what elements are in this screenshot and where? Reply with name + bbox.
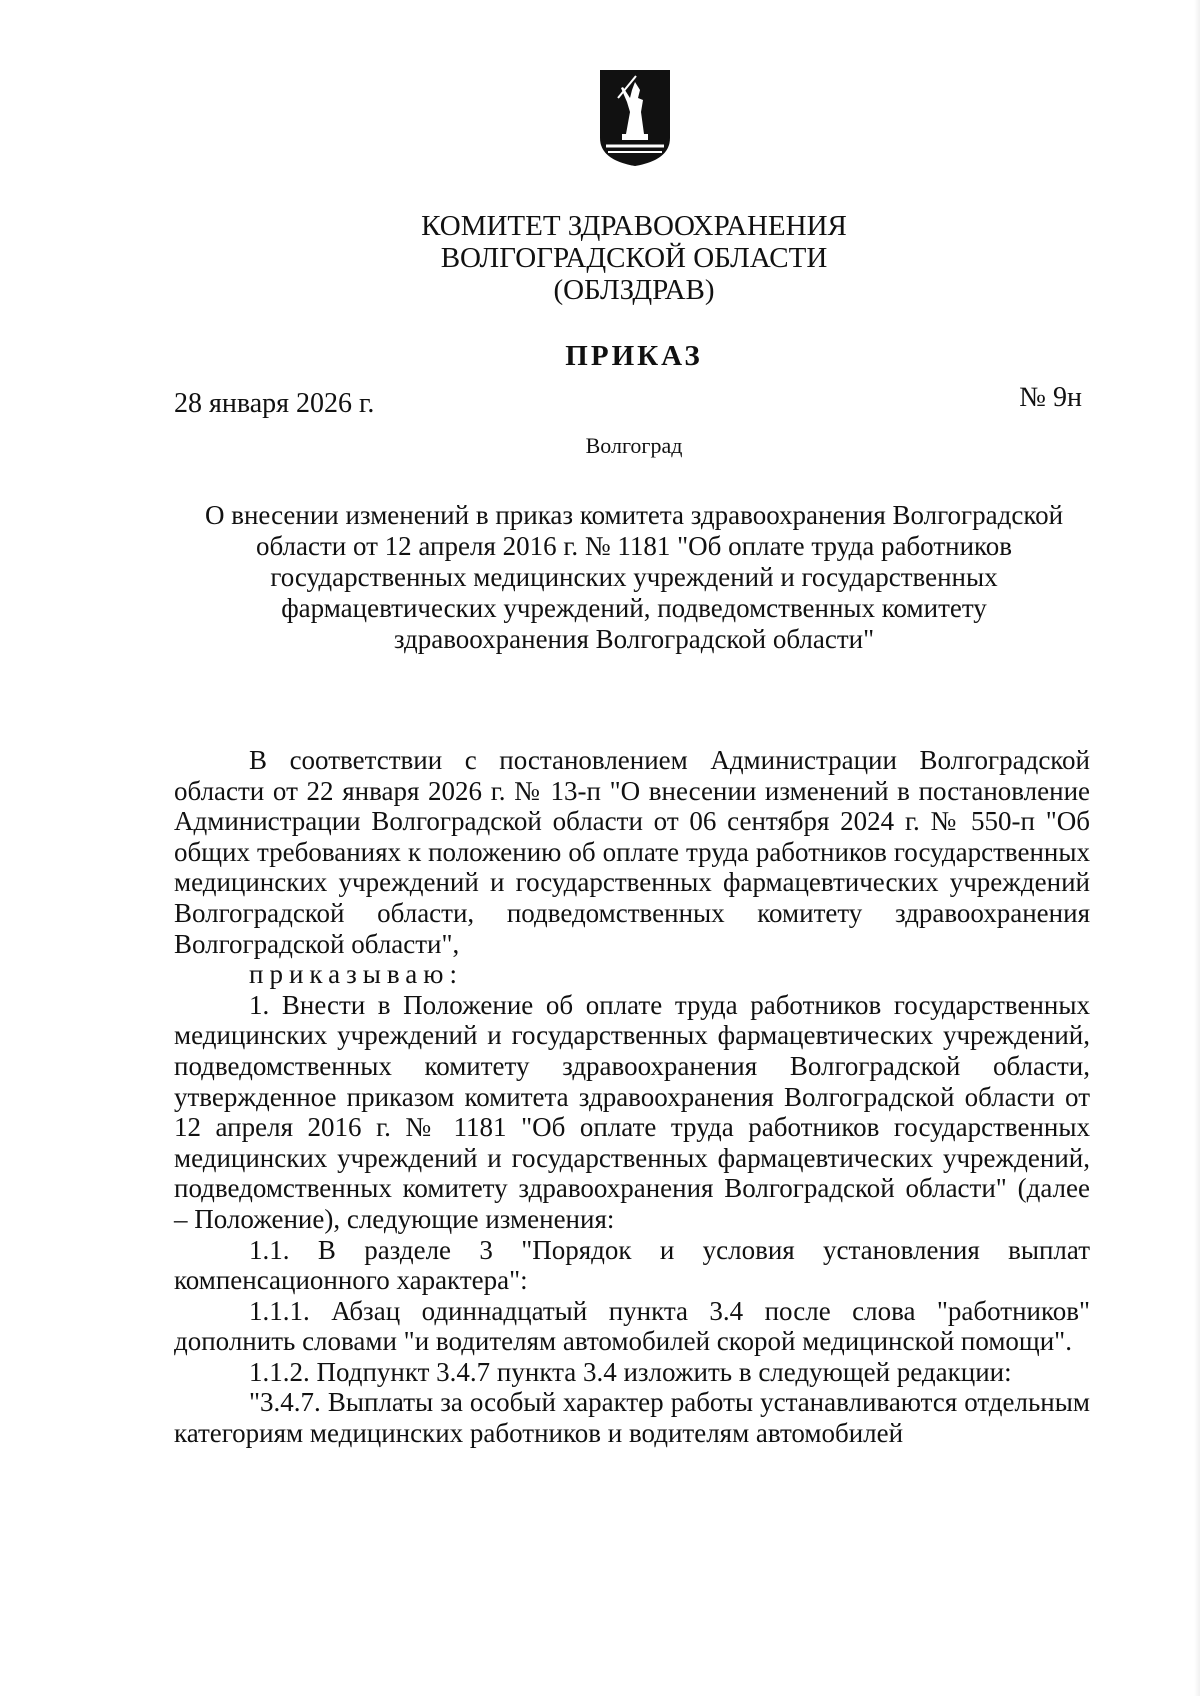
document-subject <box>0 500 1200 655</box>
document-body <box>174 745 1090 1449</box>
organization-header <box>0 210 1200 306</box>
item-1-1-1-paragraph: 1.1.1. Абзац одиннадцатый пункта 3.4 после слова "работников" дополнить словами "и водителям автомобилей скорой медицинской помощи". <box>174 1295 1090 1357</box>
subject-line: области от 12 апреля 2016 г. № 1181 "Об оплате труда работников <box>255 531 1013 561</box>
organization-line3: (ОБЛЗДРАВ) <box>553 274 715 306</box>
organization-line2: ВОЛГОГРАДСКОЙ ОБЛАСТИ <box>440 242 828 274</box>
quote-paragraph: "3.4.7. Выплаты за особый характер работы устанавливаются отдельным категориям медицинских работников и водителям автомобилей <box>174 1387 1090 1449</box>
item-1-1-paragraph: 1.1. В разделе 3 "Порядок и условия установления выплат компенсационного характера": <box>174 1234 1090 1296</box>
document-date: 28 января 2026 г. <box>174 388 375 419</box>
item-1-1-2-paragraph: 1.1.2. Подпункт 3.4.7 пункта 3.4 изложить в следующей редакции: <box>249 1356 1012 1387</box>
organization-line1: КОМИТЕТ ЗДРАВООХРАНЕНИЯ <box>421 210 847 242</box>
order-word: приказываю: <box>249 959 463 990</box>
document-city: Волгоград <box>585 433 683 458</box>
coat-of-arms-icon <box>596 68 674 168</box>
subject-line: фармацевтических учреждений, подведомственных комитету <box>281 593 987 623</box>
document-number: № 9н <box>1019 382 1082 413</box>
document-type: ПРИКАЗ <box>565 340 703 372</box>
subject-line: О внесении изменений в приказ комитета здравоохранения Волгоградской <box>204 500 1064 530</box>
item-1-paragraph: 1. Внести в Положение об оплате труда работников государственных медицинских учреждений и государственных фармацевтических учреждений, подведомственных комитету здравоохранения Волгоградской области, утвержденное приказом комитета здравоохранения Волгоградской области от 12 апреля 2016 г. № 1181 "Об оплате труда работников государственных медицинских учреждений и государственных фармацевтических учреждений, подведомственных комитету здравоохранения Волгоградской области" (далее – Положение), следующие изменения: <box>174 989 1090 1234</box>
scan-edge <box>1194 0 1200 1696</box>
preamble-paragraph: В соответствии с постановлением Администрации Волгоградской области от 22 января 2026 г. № 13-п "О внесении изменений в постановление Администрации Волгоградской области от 06 сентября 2024 г. № 550-п "Об общих требованиях к положению об оплате труда работников государственных медицинских учреждений и государственных фармацевтических учреждений Волгоградской области, подведомственных комитету здравоохранения Волгоградской области", <box>174 745 1090 959</box>
subject-line: здравоохранения Волгоградской области" <box>393 624 875 654</box>
subject-line: государственных медицинских учреждений и государственных <box>270 562 998 592</box>
